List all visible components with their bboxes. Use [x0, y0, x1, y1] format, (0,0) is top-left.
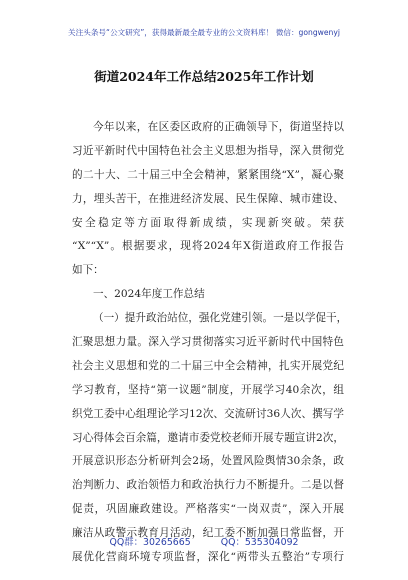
- footer-qq-group: QQ群：30265665: [109, 537, 191, 548]
- body-line: （一）提升政治站位，强化党建引领。一是以学促干，: [93, 312, 348, 325]
- document-title: 街道2024年工作总结2025年工作计划: [94, 69, 314, 84]
- body-line: 今年以来，在区委区政府的正确领导下，街道坚持以: [93, 121, 344, 133]
- body-line: 社会主义思想和党的二十届三中全会精神，扎实开展党纪: [72, 359, 344, 372]
- body-line: 如下：: [72, 264, 104, 277]
- footer-qq: QQ：535304092: [220, 537, 299, 548]
- footer-contact: [0, 534, 408, 548]
- body-line: 廉洁从政警示教育月活动，纪工委不断加强日常监督，开: [72, 527, 344, 540]
- body-line: 习心得体会百余篇，邀请市委党校老师开展专题宣讲2次，: [72, 431, 344, 444]
- body-line: 开展意识形态分析研判会2场，处置风险舆情30余条，政: [72, 455, 344, 468]
- body-line: 汇聚思想力量。深入学习贯彻落实习近平新时代中国特色: [72, 336, 344, 349]
- body-line: 织党工委中心组理论学习12次、交流研讨36人次、撰写学: [72, 407, 344, 420]
- document-body: [72, 116, 348, 570]
- body-line: 学习教育，坚持“第一议题”制度，开展学习40余次，组: [72, 383, 344, 396]
- body-line: “X”“X”。根据要求，现将2024年X街道政府工作报告: [72, 240, 344, 253]
- body-line: 的二十大、二十届三中全会精神，紧紧围绕“X”，凝心聚: [72, 168, 344, 181]
- body-line: 习近平新时代中国特色社会主义思想为指导，深入贯彻党: [72, 144, 344, 157]
- body-line: 促责，巩固廉政建设。严格落实“一岗双责”，深入开展: [72, 503, 344, 516]
- header-banner: 关注头条号“公文研究”，获得最新最全最专业的公文资料库！ 微信：gongwenyj: [68, 28, 340, 37]
- body-line: 治判断力、政治领悟力和政治执行力不断提升。二是以督: [72, 479, 344, 492]
- body-line: 展优化营商环境专项监督，深化“两带头五整治”专项行: [72, 551, 344, 564]
- body-line: 安全稳定等方面取得新成绩，实现新突破。荣获: [72, 216, 344, 229]
- section-heading: 一、2024年度工作总结: [93, 288, 205, 301]
- body-line: 力，埋头苦干，在推进经济发展、民生保障、城市建设、: [72, 192, 344, 205]
